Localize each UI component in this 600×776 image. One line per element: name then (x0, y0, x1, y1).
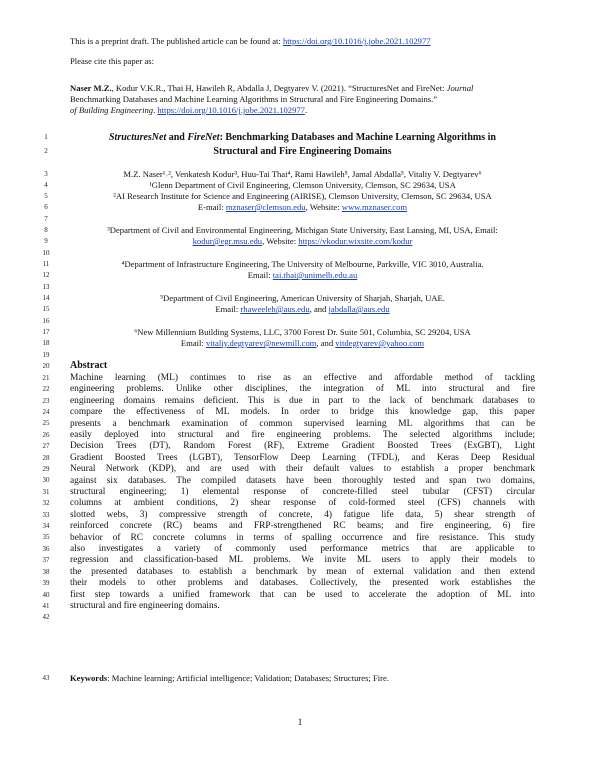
abstract-line: engineering problems. Unlike other disciplines, the integration of ML into structural and fire (70, 384, 535, 395)
abstract-line: columns at ambient conditions, 2) shear response of cold-formed steel (CFS) channels with (70, 498, 535, 509)
line-number: 32 (42, 499, 50, 507)
email-hawileh[interactable]: rhaweeleh@aus.edu (240, 304, 310, 314)
line-number: 24 (42, 408, 50, 416)
abstract-line: the presented databases to establish a benchmark by mean of external validation and then extend (70, 566, 535, 577)
line-number: 20 (42, 362, 50, 370)
abstract-line: engineering domains remains deficient. This is due in part to the lack of benchmark databases to (70, 395, 535, 406)
abstract-line: compare the effectiveness of ML models. In order to bridge this knowledge gap, this paper (70, 407, 535, 418)
line-number: 28 (42, 454, 50, 462)
line-number: 1 (44, 133, 48, 141)
citation-line-2: Benchmarking Databases and Machine Learning Algorithms in Structural and Fire Engineering Domains.” (70, 94, 438, 104)
website-naser[interactable]: www.mznaser.com (341, 202, 408, 212)
email-degtyarev-1[interactable]: vitaliy.degtyarev@newmill.com (205, 338, 317, 348)
cite-as-label: Please cite this paper as: (70, 56, 154, 66)
line-number: 16 (42, 317, 50, 325)
abstract-line: Neural Network (KDP), and are used with their default values to establish a proper benchmark (70, 464, 535, 475)
abstract-line: first step towards a unified framework that can be used to accelerate the adoption of ML into (70, 589, 535, 600)
citation-line-3: of Building Engineering. https://doi.org/10.1016/j.jobe.2021.102977. (70, 105, 308, 115)
author-list: M.Z. Naser¹˒², Venkatesh Kodur³, Huu-Tai Thai⁴, Rami Hawileh⁵, Jamal Abdalla⁵, Vitaliy V. Degtyarev⁶ (123, 169, 482, 179)
line-number: 41 (42, 602, 50, 610)
line-number: 8 (44, 226, 48, 234)
line-number: 35 (42, 533, 50, 541)
line-number: 42 (42, 613, 50, 621)
line-number: 31 (42, 488, 50, 496)
abstract-line: structural engineering; 1) elemental response of concrete-filled steel tubular (CFST) circular (70, 487, 535, 497)
preprint-notice: This is a preprint draft. The published article can be found at: https://doi.org/10.1016/j.jobe.2021.102977 (70, 36, 431, 46)
affiliation-3: ³Department of Civil and Environmental Engineering, Michigan State University, East Lansing, MI, USA, Email: (107, 225, 498, 235)
abstract-line: their models to other problems and databases. Collectively, the presented work establishes the (70, 578, 535, 589)
line-number: 26 (42, 431, 50, 439)
email-abdalla[interactable]: jabdalla@aus.edu (328, 304, 390, 314)
paper-title-line-1: StructuresNet and FireNet: Benchmarking Databases and Machine Learning Algorithms in (109, 132, 496, 143)
line-number: 3 (44, 170, 48, 178)
abstract-line: Machine learning (ML) continues to rise as an effective and affordable method of tackling (70, 373, 535, 383)
line-number: 13 (42, 283, 50, 291)
email-thai[interactable]: tai.thai@unimelb.edu.au (272, 270, 358, 280)
line-number: 12 (42, 271, 50, 279)
line-number: 6 (44, 203, 48, 211)
line-number: 4 (44, 181, 48, 189)
line-number: 15 (42, 305, 50, 313)
contact-6: Email: vitaliy.degtyarev@newmill.com, and vitdegtyarev@yahoo.com (180, 338, 425, 348)
line-number: 37 (42, 556, 50, 564)
email-naser[interactable]: mznaser@clemson.edu (225, 202, 306, 212)
published-article-link[interactable]: https://doi.org/10.1016/j.jobe.2021.102977 (282, 36, 431, 46)
abstract-line: also investigates a variety of commonly used performance metrics that are applicable to (70, 544, 535, 554)
abstract-heading: Abstract (70, 360, 108, 371)
paper-title-line-2: Structural and Fire Engineering Domains (213, 146, 392, 157)
affiliation-5: ⁵Department of Civil Engineering, American University of Sharjah, Sharjah, UAE. (160, 293, 445, 303)
page-number: 1 (297, 718, 303, 728)
line-number: 7 (44, 215, 48, 223)
abstract-line: easily deployed into structural and fire engineering problems. The selected algorithms include; (70, 430, 535, 440)
line-number: 25 (42, 419, 50, 427)
line-number: 23 (42, 397, 50, 405)
citation-line-1: Naser M.Z., Kodur V.K.R., Thai H, Hawileh R, Abdalla J, Degtyarev V. (2021). “StructuresNet and FireNet: Journal (70, 83, 474, 93)
abstract-line: structural and fire engineering domains. (70, 601, 220, 611)
line-number: 39 (42, 579, 50, 587)
contact-1: E-mail: mznaser@clemson.edu, Website: www.mznaser.com (197, 202, 408, 212)
line-number: 29 (42, 465, 50, 473)
line-number: 19 (42, 351, 50, 359)
abstract-line: Decision Trees (DT), Random Forest (RF), Extreme Gradient Boosted Trees (ExGBT), Light (70, 441, 535, 452)
line-number: 34 (42, 522, 50, 530)
email-degtyarev-2[interactable]: vitdegtyarev@yahoo.com (335, 338, 425, 348)
line-number: 40 (42, 591, 50, 599)
line-number: 2 (44, 147, 48, 155)
affiliation-1: ¹Glenn Department of Civil Engineering, Clemson University, Clemson, SC 29634, USA (149, 180, 456, 190)
line-number: 10 (42, 249, 50, 257)
abstract-line: slotted webs, 3) compressive strength of concrete, 4) fatigue life data, 5) shear strength of (70, 509, 535, 520)
line-number: 30 (42, 476, 50, 484)
affiliation-2: ²AI Research Institute for Science and Engineering (AIRISE), Clemson University, Clemson, SC 29634, USA (113, 191, 492, 201)
abstract-line: presents a benchmark examination of common supervised learning ML algorithms that can be (70, 418, 535, 429)
line-number: 22 (42, 385, 50, 393)
line-number: 38 (42, 568, 50, 576)
line-number: 18 (42, 339, 50, 347)
line-number: 17 (42, 328, 50, 336)
contact-3: kodur@egr.msu.edu, Website: https://vkodur.wixsite.com/kodur (192, 236, 413, 246)
line-number: 43 (42, 674, 50, 682)
website-kodur[interactable]: https://vkodur.wixsite.com/kodur (298, 236, 413, 246)
line-number: 33 (42, 511, 50, 519)
line-number: 21 (42, 374, 50, 382)
line-number: 27 (42, 442, 50, 450)
abstract-line: Gradient Boosted Trees (LGBT), TensorFlow Deep Learning (TFDL), and Keras Deep Residual (70, 452, 535, 463)
line-number: 5 (44, 192, 48, 200)
affiliation-6: ⁶New Millennium Building Systems, LLC, 3700 Forest Dr. Suite 501, Columbia, SC 29204, USA (134, 327, 471, 337)
affiliation-4: ⁴Department of Infrastructure Engineering, The University of Melbourne, Parkville, VIC 3010, Australia. (121, 259, 484, 269)
contact-4: Email: tai.thai@unimelb.edu.au (247, 270, 358, 280)
line-number: 9 (44, 237, 48, 245)
abstract-line: behavior of RC concrete columns in terms of spalling occurrence and fire resistance. This study (70, 532, 535, 543)
line-number: 11 (42, 260, 50, 268)
abstract-line: regression and classification-based ML problems. We invite ML users to apply their models to (70, 555, 535, 566)
abstract-line: against six databases. The compiled datasets have been thoroughly tested and span two domains, (70, 475, 535, 486)
keywords: Keywords: Machine learning; Artificial intelligence; Validation; Databases; Structures; Fire. (70, 673, 389, 683)
line-number: 36 (42, 545, 50, 553)
line-number: 14 (42, 294, 50, 302)
abstract-line: reinforced concrete (RC) beams and FRP-strengthened RC beams; and fire engineering, 6) fire (70, 521, 535, 532)
email-kodur[interactable]: kodur@egr.msu.edu (192, 236, 263, 246)
contact-5: Email: rhaweeleh@aus.edu, and jabdalla@aus.edu (215, 304, 390, 314)
citation-doi-link[interactable]: https://doi.org/10.1016/j.jobe.2021.102977 (157, 105, 305, 115)
